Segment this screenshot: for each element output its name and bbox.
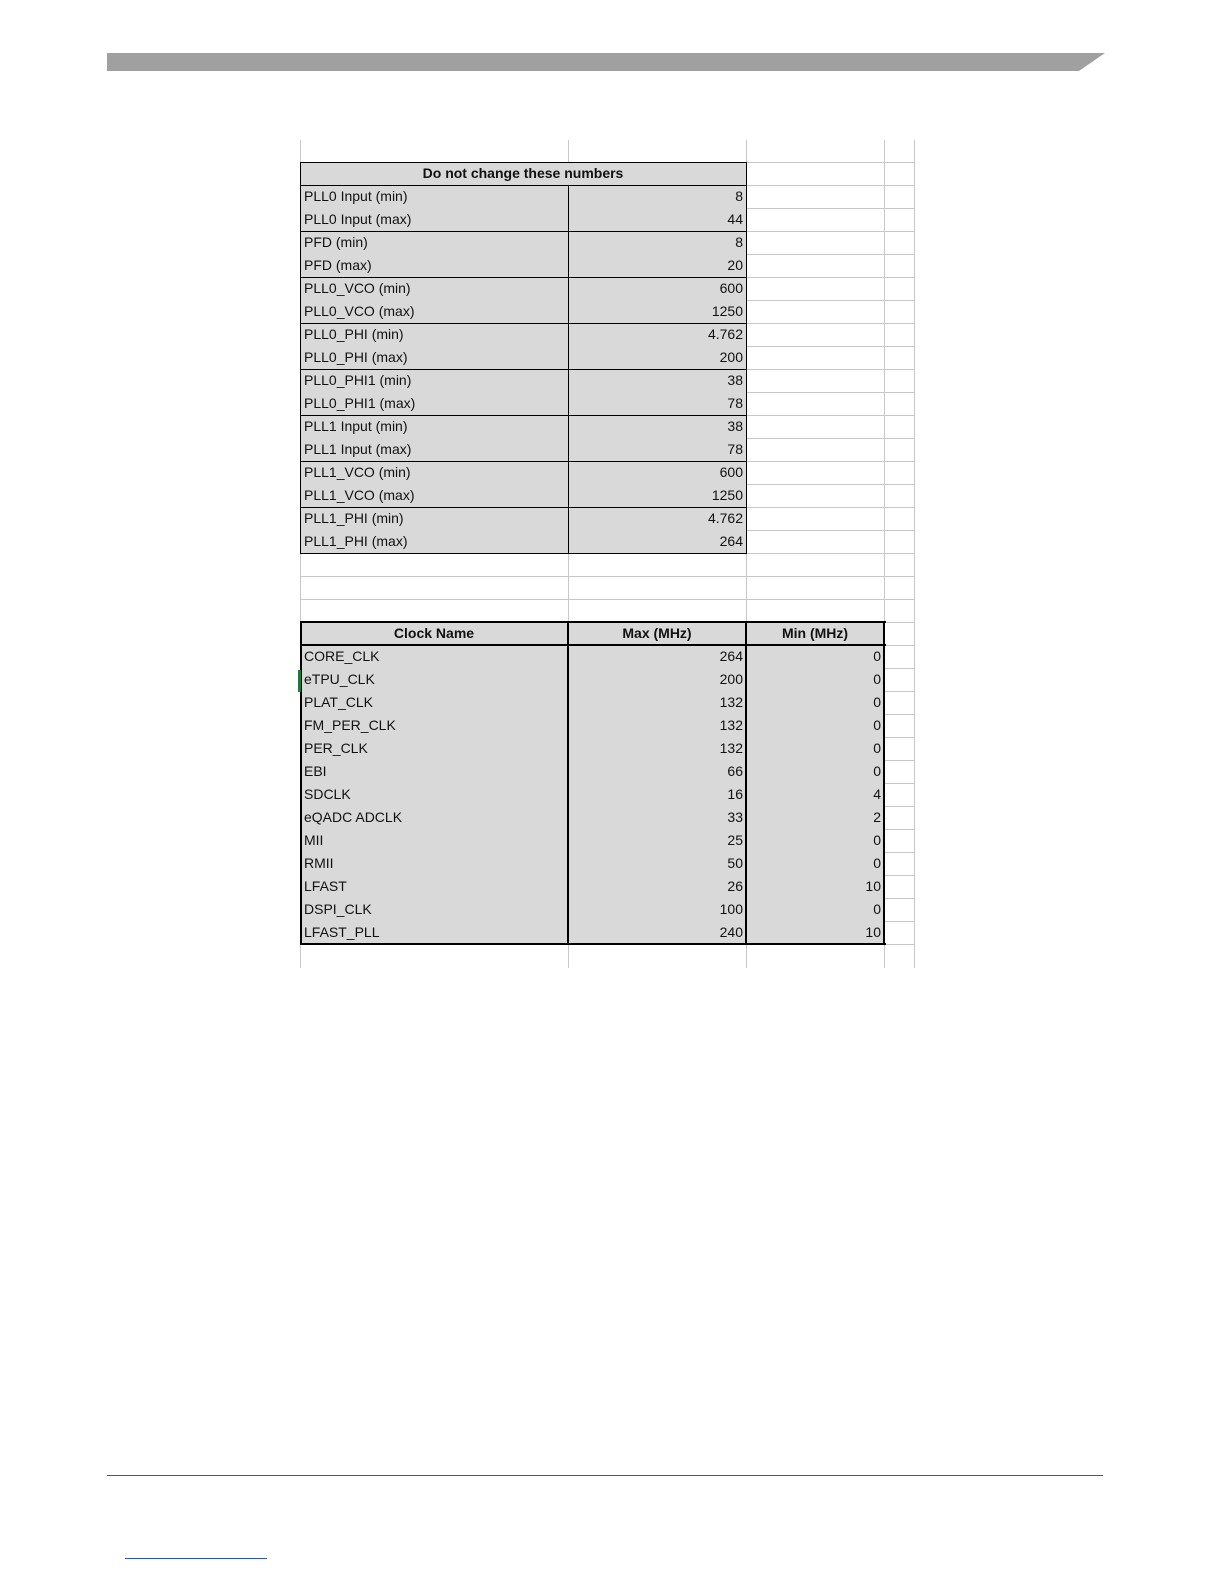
clock-name: PER_CLK (304, 740, 368, 756)
constant-label: PLL0_PHI (max) (304, 349, 408, 365)
constant-value: 38 (727, 372, 743, 388)
grid-row-line (746, 208, 914, 209)
clock-max: 132 (719, 717, 743, 733)
max-mhz-header: Max (MHz) (622, 625, 692, 641)
clock-max: 50 (727, 855, 743, 871)
table-border (300, 621, 886, 623)
table-border (300, 553, 746, 554)
constant-label: PLL0_VCO (max) (304, 303, 415, 319)
clock-max: 240 (719, 924, 743, 940)
constant-label: PLL0 Input (min) (304, 188, 408, 204)
constant-value: 200 (719, 349, 743, 365)
clock-name-header: Clock Name (393, 625, 475, 641)
clock-name: eTPU_CLK (304, 671, 375, 687)
grid-row-line (746, 254, 914, 255)
clock-max: 16 (727, 786, 743, 802)
table-border (300, 162, 301, 553)
constant-value: 78 (727, 441, 743, 457)
clock-min: 10 (865, 924, 881, 940)
grid-row-line (746, 461, 914, 462)
grid-col-line (914, 140, 915, 968)
table-border (883, 622, 885, 944)
clock-min: 0 (873, 648, 881, 664)
table-border (300, 277, 746, 278)
table-border (567, 622, 569, 944)
clock-min: 0 (873, 671, 881, 687)
constant-label: PLL1 Input (max) (304, 441, 412, 457)
footer-rule (107, 1475, 1103, 1476)
clock-name: FM_PER_CLK (304, 717, 396, 733)
grid-row-line (746, 231, 914, 232)
table-border (745, 622, 747, 944)
constant-value: 8 (735, 234, 743, 250)
clock-name: DSPI_CLK (304, 901, 372, 917)
clock-name: eQADC ADCLK (304, 809, 403, 825)
constant-label: PFD (min) (304, 234, 368, 250)
constant-label: PLL0_PHI (min) (304, 326, 404, 342)
clock-max: 132 (719, 694, 743, 710)
clock-min: 2 (873, 809, 881, 825)
grid-row-line (746, 300, 914, 301)
constant-label: PLL0_PHI1 (max) (304, 395, 416, 411)
constant-value: 1250 (711, 487, 743, 503)
grid-row-line (746, 530, 914, 531)
grid-row-line (746, 415, 914, 416)
clock-min: 0 (873, 717, 881, 733)
clock-min: 0 (873, 832, 881, 848)
constant-label: PLL1_VCO (min) (304, 464, 411, 480)
clock-max: 132 (719, 740, 743, 756)
clock-min: 0 (873, 740, 881, 756)
table-border (300, 162, 746, 163)
table-border (300, 461, 746, 462)
grid-row-line (746, 369, 914, 370)
grid-row-line (300, 599, 914, 600)
cell-cursor-marker (298, 670, 301, 692)
clock-min: 0 (873, 901, 881, 917)
clock-name: PLAT_CLK (304, 694, 373, 710)
spreadsheet-screenshot (300, 140, 914, 968)
grid-row-line (746, 507, 914, 508)
constant-value: 44 (727, 211, 743, 227)
constant-value: 78 (727, 395, 743, 411)
clock-name: LFAST_PLL (304, 924, 380, 940)
constant-value: 4.762 (707, 326, 743, 342)
clock-max: 25 (727, 832, 743, 848)
constants-table-title: Do not change these numbers (422, 165, 624, 181)
footer-link-underline (125, 1558, 267, 1559)
grid-row-line (746, 277, 914, 278)
table-border (300, 231, 746, 232)
clock-name: MII (304, 832, 324, 848)
grid-row-line (746, 438, 914, 439)
clock-max: 100 (719, 901, 743, 917)
grid-row-line (746, 392, 914, 393)
clock-max: 26 (727, 878, 743, 894)
constant-label: PLL1_PHI (max) (304, 533, 408, 549)
clock-name: SDCLK (304, 786, 351, 802)
constant-value: 1250 (711, 303, 743, 319)
table-border (300, 943, 886, 945)
table-border (300, 323, 746, 324)
clock-max: 264 (719, 648, 743, 664)
grid-row-line (746, 185, 914, 186)
clock-name: EBI (304, 763, 327, 779)
clock-min: 4 (873, 786, 881, 802)
clock-name: RMII (304, 855, 334, 871)
table-border (300, 369, 746, 370)
constant-label: PFD (max) (304, 257, 372, 273)
constant-value: 600 (719, 280, 743, 296)
table-border (300, 185, 746, 186)
table-border (300, 644, 886, 646)
constant-label: PLL0_VCO (min) (304, 280, 411, 296)
clock-max: 33 (727, 809, 743, 825)
table-border (746, 162, 747, 554)
constant-value: 8 (735, 188, 743, 204)
table-border (300, 415, 746, 416)
grid-row-line (746, 346, 914, 347)
clock-min: 0 (873, 855, 881, 871)
constant-value: 600 (719, 464, 743, 480)
clock-min: 10 (865, 878, 881, 894)
min-mhz-header: Min (MHz) (781, 625, 849, 641)
constant-label: PLL0 Input (max) (304, 211, 412, 227)
clock-name: CORE_CLK (304, 648, 380, 664)
constant-label: PLL1 Input (min) (304, 418, 408, 434)
clock-min: 0 (873, 694, 881, 710)
clock-min: 0 (873, 763, 881, 779)
grid-row-line (746, 484, 914, 485)
clock-name: LFAST (304, 878, 347, 894)
constant-value: 264 (719, 533, 743, 549)
constant-label: PLL0_PHI1 (min) (304, 372, 412, 388)
header-decor-bar (107, 53, 1105, 71)
grid-row-line (746, 323, 914, 324)
constant-value: 38 (727, 418, 743, 434)
clock-max: 66 (727, 763, 743, 779)
table-border (300, 507, 746, 508)
constant-label: PLL1_PHI (min) (304, 510, 404, 526)
grid-row-line (746, 162, 914, 163)
clock-max: 200 (719, 671, 743, 687)
constant-value: 20 (727, 257, 743, 273)
grid-row-line (300, 576, 914, 577)
constant-value: 4.762 (707, 510, 743, 526)
constant-label: PLL1_VCO (max) (304, 487, 415, 503)
